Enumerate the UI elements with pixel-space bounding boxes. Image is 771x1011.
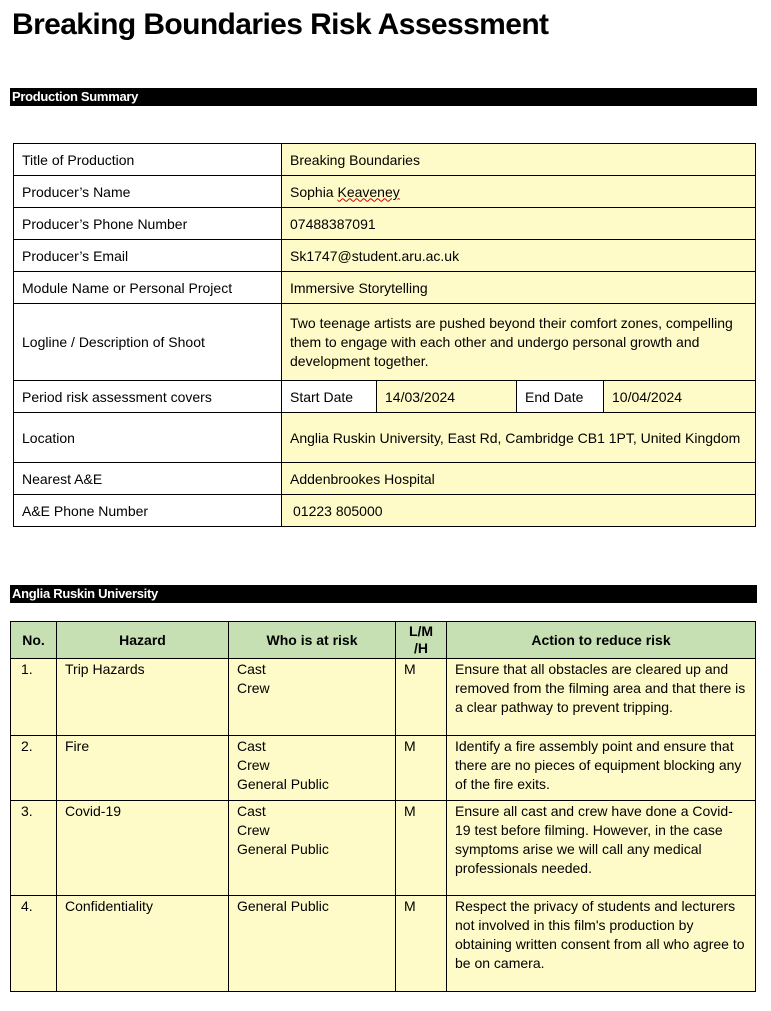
risk-no: 4. [11, 896, 57, 992]
col-header-lmh-line2: /H [414, 640, 428, 656]
summary-row [14, 144, 756, 176]
risk-level: M [396, 659, 447, 736]
risk-who-item: Cast [237, 661, 266, 677]
risk-hazard: Confidentiality [57, 896, 229, 992]
risk-who [229, 736, 396, 801]
risk-action: Ensure that all obstacles are cleared up and removed from the filming area and that there is a clear pathway to prevent tripping. [447, 659, 756, 736]
risk-action: Respect the privacy of students and lecturers not involved in this film's production by obtaining written consent from all who agree to be on camera. [447, 896, 756, 992]
summary-row [14, 240, 756, 272]
risk-no: 2. [11, 736, 57, 801]
risk-level: M [396, 736, 447, 801]
summary-row [14, 272, 756, 304]
col-header-no: No. [11, 622, 57, 659]
risk-action: Identify a fire assembly point and ensure that there are no pieces of equipment blocking any of the fire exits. [447, 736, 756, 801]
risk-who-item: Crew [237, 822, 270, 838]
ae-phone-value: 01223 805000 [282, 495, 756, 527]
risk-hazard: Trip Hazards [57, 659, 229, 736]
location-label: Location [14, 413, 282, 463]
risk-level: M [396, 896, 447, 992]
title-label: Title of Production [14, 144, 282, 176]
producer-value [282, 176, 756, 208]
summary-row [14, 176, 756, 208]
risk-hazard: Covid-19 [57, 801, 229, 896]
risk-who-item: General Public [237, 898, 329, 914]
page-title: Breaking Boundaries Risk Assessment [12, 8, 549, 41]
risk-who-item: Crew [237, 680, 270, 696]
module-value: Immersive Storytelling [282, 272, 756, 304]
col-header-hazard: Hazard [57, 622, 229, 659]
summary-row [14, 495, 756, 527]
table-row [11, 896, 756, 992]
ae-phone-label: A&E Phone Number [14, 495, 282, 527]
ae-label: Nearest A&E [14, 463, 282, 495]
risk-who [229, 801, 396, 896]
risk-no: 3. [11, 801, 57, 896]
risk-who-item: General Public [237, 841, 329, 857]
table-row [11, 659, 756, 736]
end-date-value: 10/04/2024 [604, 381, 756, 413]
col-header-action: Action to reduce risk [447, 622, 756, 659]
phone-label: Producer’s Phone Number [14, 208, 282, 240]
risk-who-item: General Public [237, 776, 329, 792]
producer-first-name: Sophia [290, 183, 338, 200]
summary-row [14, 463, 756, 495]
period-label: Period risk assessment covers [14, 381, 282, 413]
risk-no: 1. [11, 659, 57, 736]
producer-label: Producer’s Name [14, 176, 282, 208]
col-header-who: Who is at risk [229, 622, 396, 659]
email-label: Producer’s Email [14, 240, 282, 272]
summary-row [14, 304, 756, 381]
risk-header-row [11, 622, 756, 659]
risk-hazard: Fire [57, 736, 229, 801]
risk-table [10, 621, 756, 992]
producer-last-name: Keaveney [337, 183, 400, 200]
risk-who-item: Crew [237, 757, 270, 773]
risk-who-item: Cast [237, 803, 266, 819]
end-date-label: End Date [517, 381, 604, 413]
risk-level: M [396, 801, 447, 896]
summary-row [14, 413, 756, 463]
table-row [11, 801, 756, 896]
logline-value: Two teenage artists are pushed beyond their comfort zones, compelling them to engage with each other and undergo personal growth and development together. [282, 304, 756, 381]
email-value: Sk1747@student.aru.ac.uk [282, 240, 756, 272]
logline-label: Logline / Description of Shoot [14, 304, 282, 381]
module-label: Module Name or Personal Project [14, 272, 282, 304]
col-header-lmh [396, 622, 447, 659]
start-date-value: 14/03/2024 [377, 381, 517, 413]
production-summary-header: Production Summary [10, 88, 757, 106]
location-value: Anglia Ruskin University, East Rd, Cambridge CB1 1PT, United Kingdom [282, 413, 756, 463]
risk-who [229, 659, 396, 736]
risk-action: Ensure all cast and crew have done a Covid-19 test before filming. However, in the case symptoms arise we will call any medical professionals needed. [447, 801, 756, 896]
phone-value: 07488387091 [282, 208, 756, 240]
title-value: Breaking Boundaries [282, 144, 756, 176]
risk-section-header: Anglia Ruskin University [10, 585, 757, 603]
risk-who-item: Cast [237, 738, 266, 754]
summary-row [14, 381, 756, 413]
production-summary-table [13, 143, 756, 527]
table-row [11, 736, 756, 801]
ae-value: Addenbrookes Hospital [282, 463, 756, 495]
col-header-lmh-line1: L/M [408, 623, 434, 639]
summary-row [14, 208, 756, 240]
risk-who [229, 896, 396, 992]
start-date-label: Start Date [282, 381, 377, 413]
